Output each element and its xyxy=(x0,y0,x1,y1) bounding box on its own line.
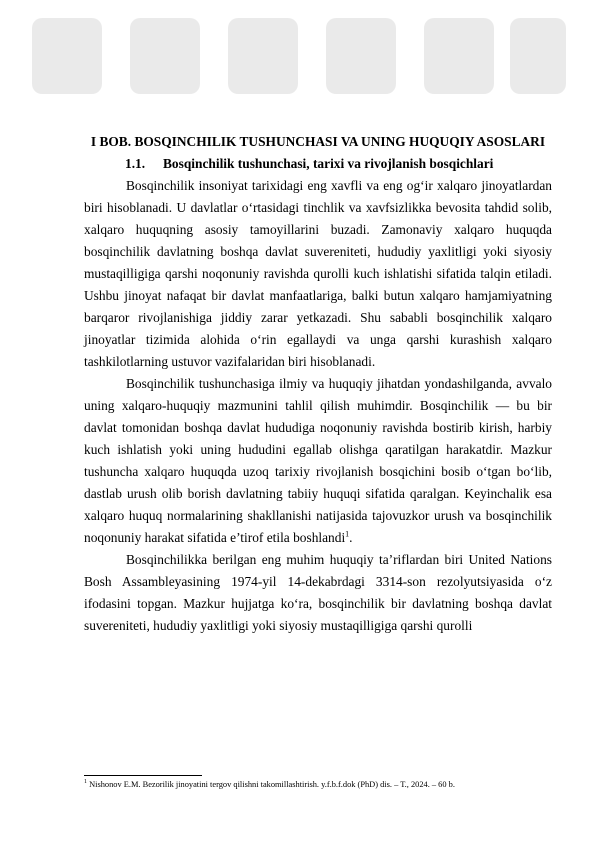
footnote-reference[interactable]: 1 xyxy=(345,529,350,539)
footnote-separator xyxy=(84,775,202,776)
section-heading xyxy=(84,153,552,175)
main-content xyxy=(84,131,552,637)
paragraph-2 xyxy=(84,373,552,549)
watermark-logo xyxy=(20,8,575,104)
footnote-text: Nishonov E.M. Bezorilik jinoyatini tergov qilishni takomillashtirish. y.f.b.f.dok (PhD) dis. – T., 2024. – 60 b. xyxy=(89,780,455,789)
footnote-number: 1 xyxy=(84,779,87,786)
paragraph-3: Bosqinchilikka berilgan eng muhim huquqiy ta’riflardan biri United Nations Bosh Assambleyasining 1974-yil 14-dekabrdagi 3314-son rezolyutsiyasida o‘z ifodasini topgan. Mazkur hujjatga ko‘ra, bosqinchilik bir davlatning boshqa davlat suvereniteti, hududiy yaxlitligi yoki siyosiy mustaqilligiga qarshi qurolli xyxy=(84,552,552,633)
footnote xyxy=(84,779,554,790)
section-number: 1.1. xyxy=(125,156,146,171)
paragraph-2-end: . xyxy=(349,530,353,545)
section-title: Bosqinchilik tushunchasi, tarixi va rivojlanish bosqichlari xyxy=(163,156,494,171)
paragraph-2-text: Bosqinchilik tushunchasiga ilmiy va huquqiy jihatdan yondashilganda, avvalo uning xalqaro-huquqiy mazmunini tahlil qilish muhimdir. Bosqinchilik — bu bir davlat tomonidan boshqa davlat hududiga noqonuniy ravishda bostirib kirish, harbiy kuch ishlatish yoki uning hududini egallab olishga qaratilgan harakatdir. Mazkur tushuncha xalqaro huquqda uzoq tarixiy rivojlanish bosqichini bosib o‘tgan bo‘lib, dastlab urush olib borish davlatning tabiiy huquqi sifatida qaralgan. Keyinchalik esa xalqaro huquq normalarining shakllanishi natijasida tajovuzkor urush va bosqinchilik noqonuniy harakat sifatida e’tirof etila boshlandi xyxy=(84,376,552,545)
paragraph-1: Bosqinchilik insoniyat tarixidagi eng xavfli va eng og‘ir xalqaro jinoyatlardan biri hisoblanadi. U davlatlar o‘rtasidagi tinchlik va xavfsizlikka bevosita tahdid solib, xalqaro huquqning asosiy tamoyillarini buzadi. Zamonaviy xalqaro huquqda bosqinchilik davlatning boshqa davlat suvereniteti, hududiy yaxlitligi yoki siyosiy mustaqilligiga qarshi noqonuniy ravishda qurolli kuch ishlatishi sifatida talqin etiladi. Ushbu jinoyat nafaqat bir davlat manfaatlariga, balki butun xalqaro hamjamiyatning barqaror rivojlanishiga jiddiy zarar yetkazadi. Shu sababli bosqinchilik xalqaro jinoyatlar tizimida alohida o‘rin egallaydi va unga qarshi kurashish xalqaro tashkilotlarning ustuvor vazifalaridan biri hisoblanadi. xyxy=(84,178,552,369)
chapter-title: I BOB. BOSQINCHILIK TUSHUNCHASI VA UNING HUQUQIY ASOSLARI xyxy=(90,134,546,149)
